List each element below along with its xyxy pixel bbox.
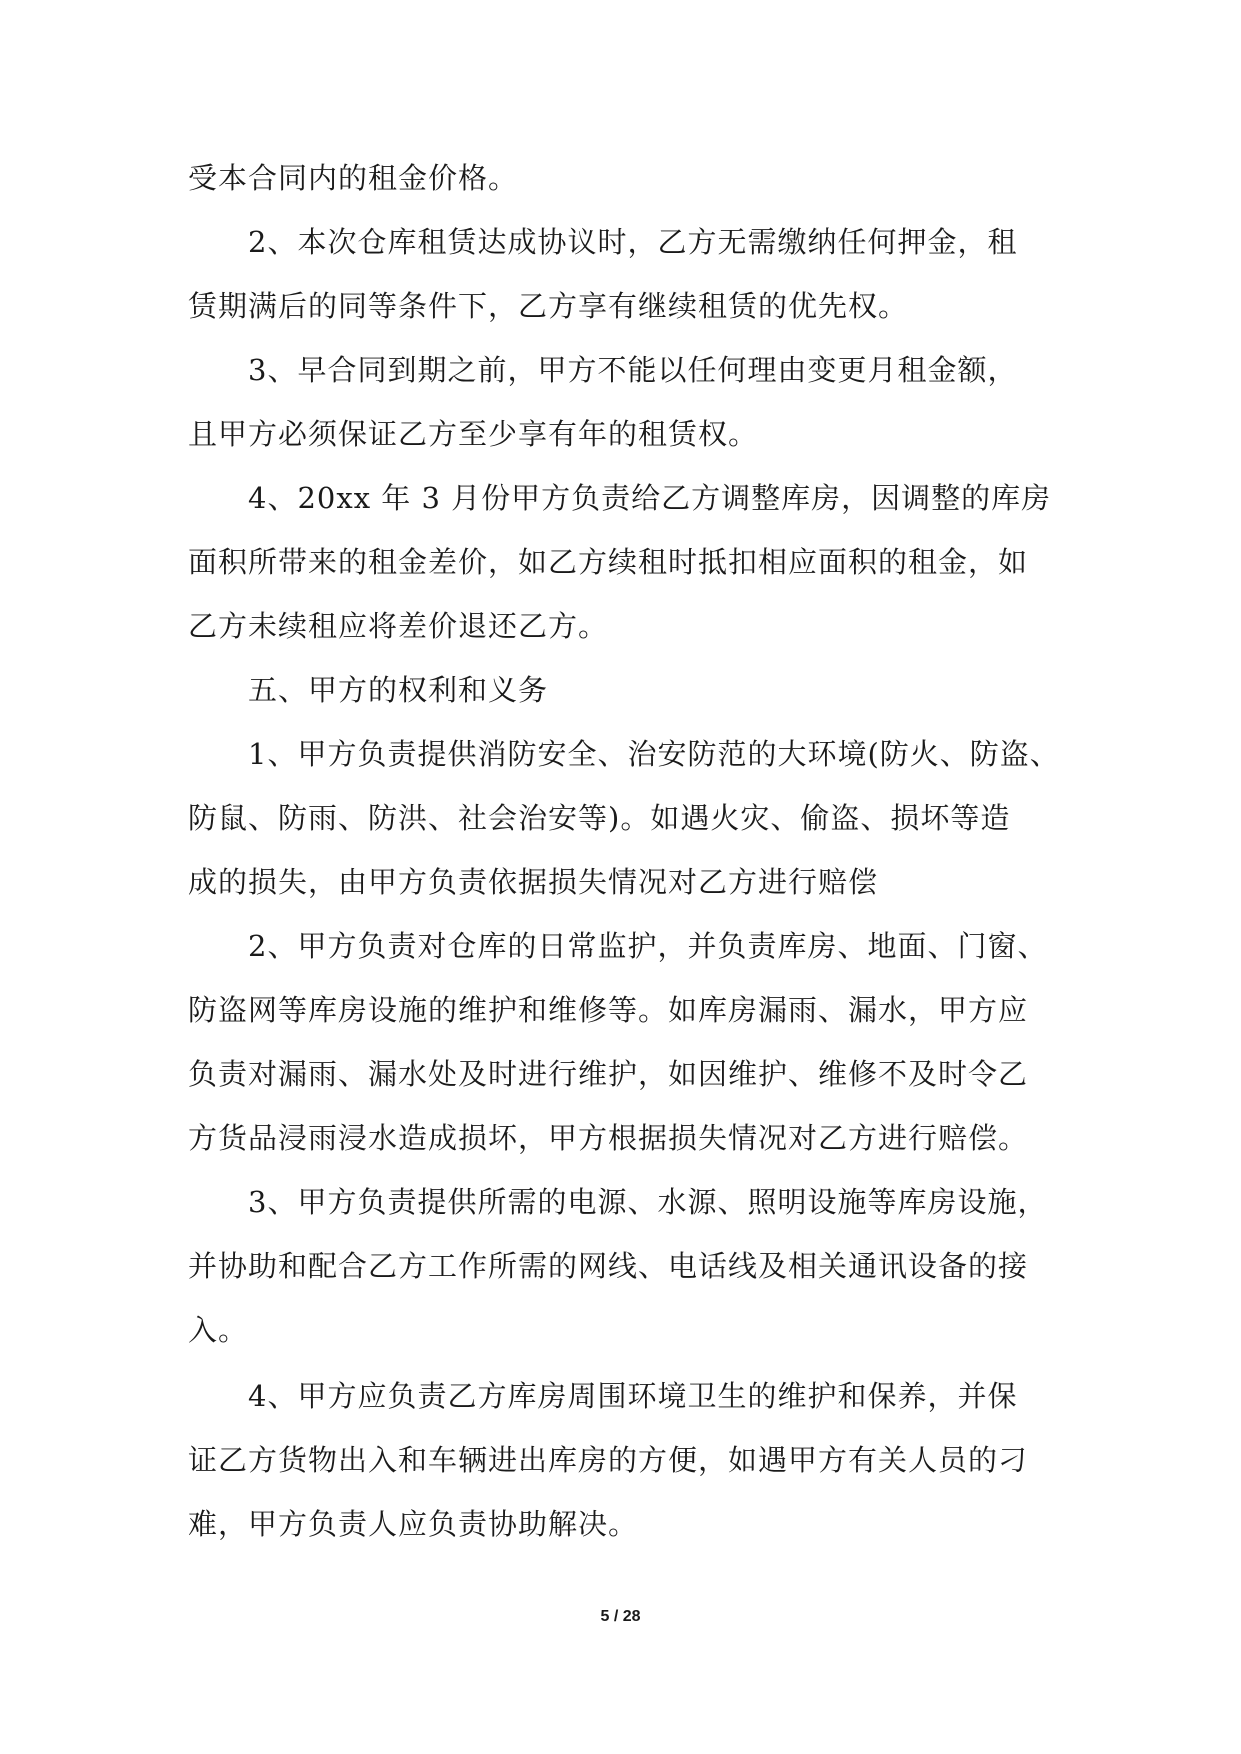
text-line: 3、甲方负责提供所需的电源、水源、照明设施等库房设施， [248, 1185, 1048, 1219]
text-line: 入。 [188, 1313, 249, 1347]
text-line: 成的损失，由甲方负责依据损失情况对乙方进行赔偿 [188, 865, 879, 899]
text-line: 难，甲方负责人应负责协助解决。 [188, 1507, 639, 1541]
text-line: 3、早合同到期之前，甲方不能以任何理由变更月租金额， [248, 353, 1018, 387]
text-line: 赁期满后的同等条件下，乙方享有继续租赁的优先权。 [188, 289, 909, 323]
text-line: 2、本次仓库租赁达成协议时，乙方无需缴纳任何押金，租 [248, 225, 1018, 259]
text-line: 负责对漏雨、漏水处及时进行维护，如因维护、维修不及时令乙 [188, 1057, 1029, 1091]
text-line: 乙方未续租应将差价退还乙方。 [188, 609, 609, 643]
page-number: 5 / 28 [600, 1608, 641, 1625]
text-line: 受本合同内的租金价格。 [188, 161, 519, 195]
text-line: 4、甲方应负责乙方库房周围环境卫生的维护和保养，并保 [248, 1379, 1018, 1413]
text-line: 证乙方货物出入和车辆进出库房的方便，如遇甲方有关人员的刁 [188, 1443, 1029, 1477]
section-heading: 五、甲方的权利和义务 [248, 673, 549, 707]
text-line: 2、甲方负责对仓库的日常监护，并负责库房、地面、门窗、 [248, 929, 1048, 963]
text-line: 并协助和配合乙方工作所需的网线、电话线及相关通讯设备的接 [188, 1249, 1029, 1283]
text-line: 防盗网等库房设施的维护和维修等。如库房漏雨、漏水，甲方应 [188, 993, 1029, 1027]
text-line: 4、20xx 年 3 月份甲方负责给乙方调整库房，因调整的库房 [248, 481, 1052, 515]
text-line: 1、甲方负责提供消防安全、治安防范的大环境(防火、防盗、 [248, 737, 1060, 771]
text-line: 方货品浸雨浸水造成损坏，甲方根据损失情况对乙方进行赔偿。 [188, 1121, 1029, 1155]
text-line: 防鼠、防雨、防洪、社会治安等)。如遇火灾、偷盗、损坏等造 [188, 801, 1011, 835]
text-line: 面积所带来的租金差价，如乙方续租时抵扣相应面积的租金，如 [188, 545, 1029, 579]
text-line: 且甲方必须保证乙方至少享有年的租赁权。 [188, 417, 759, 451]
document-body [188, 158, 1068, 1568]
